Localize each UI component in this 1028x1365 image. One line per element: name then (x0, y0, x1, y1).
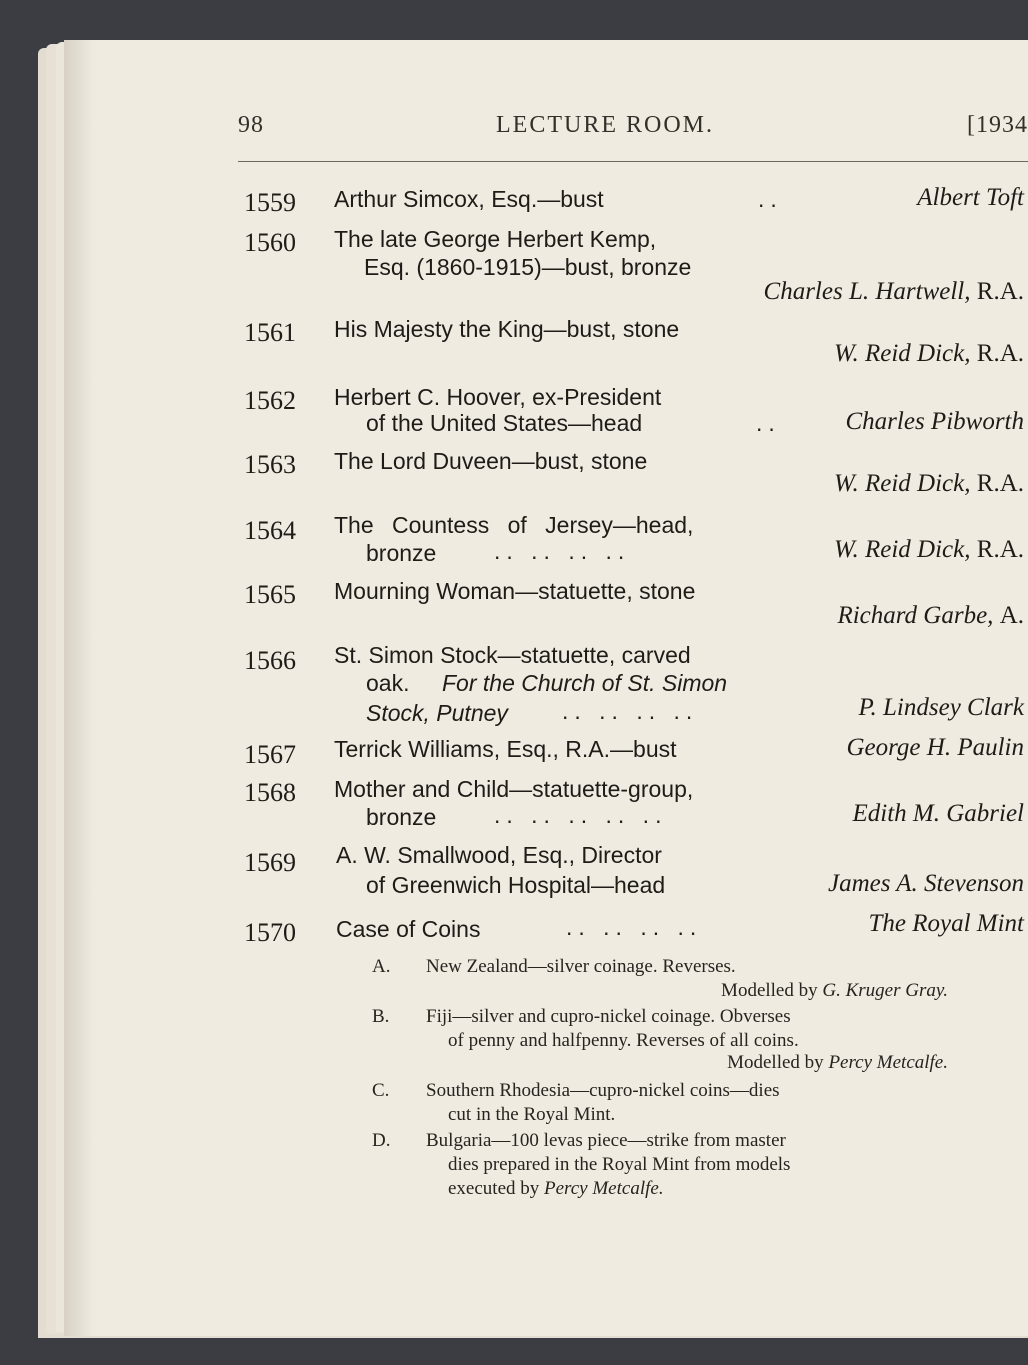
running-header (238, 106, 1028, 146)
entry-description: Case of Coins (336, 916, 481, 942)
entry-description-italic: For the Church of St. Simon (442, 670, 728, 696)
page-title: LECTURE ROOM. (496, 112, 714, 138)
coin-letter: D. (372, 1130, 391, 1151)
artist-suffix: R.A. (976, 536, 1024, 563)
credit-prefix: Modelled by (721, 980, 818, 1001)
credit-name: G. Kruger Gray. (822, 980, 948, 1001)
coin-description-cont: dies prepared in the Royal Mint from models (448, 1154, 791, 1175)
entry-number: 1561 (244, 318, 296, 347)
coin-description: Fiji—silver and cupro-nickel coinage. Obverses (426, 1006, 791, 1027)
credit-name: Percy Metcalfe. (544, 1178, 664, 1199)
entry-artist: The Royal Mint (868, 910, 1024, 937)
entry-artist (764, 278, 1024, 306)
entry-artist: George H. Paulin (846, 734, 1024, 761)
coin-letter: A. (372, 956, 391, 977)
entry-description: The late George Herbert Kemp, (334, 226, 657, 252)
entry-description-cont: bronze (366, 540, 437, 566)
entry-description: Mother and Child—statuette-group, (334, 776, 694, 802)
leader-dots: .. .. .. .. .. (494, 802, 668, 828)
artist-name: W. Reid Dick, (833, 470, 971, 497)
entry-description: The Countess of Jersey—head, (334, 512, 694, 538)
artist-suffix: A. (999, 602, 1024, 629)
entry-description-cont: oak. (366, 670, 410, 696)
entry-description-italic-cont: Stock, Putney (366, 700, 508, 726)
entry-artist: P. Lindsey Clark (858, 694, 1024, 721)
artist-name: W. Reid Dick, (833, 536, 971, 563)
entry-description-cont: of Greenwich Hospital—head (366, 872, 666, 898)
credit-name: Percy Metcalfe. (828, 1052, 948, 1073)
header-rule (238, 161, 1028, 162)
coin-credit (727, 1052, 948, 1074)
entry-artist (837, 602, 1024, 630)
entry-artist (834, 536, 1024, 564)
page-gutter (64, 40, 94, 1336)
coin-description: New Zealand—silver coinage. Reverses. (426, 956, 736, 977)
leader-dots: .. .. .. .. (562, 698, 699, 724)
entry-description: Arthur Simcox, Esq.—bust (334, 186, 604, 212)
artist-suffix: R.A. (976, 340, 1024, 367)
leader-dots: .. .. .. .. (566, 914, 703, 940)
credit-prefix: executed by (448, 1178, 540, 1199)
leader-dots: .. .. .. .. (494, 538, 631, 564)
entry-description: His Majesty the King—bust, stone (334, 316, 680, 342)
coin-description: Bulgaria—100 levas piece—strike from master (426, 1130, 786, 1151)
entry-description: Mourning Woman—statuette, stone (334, 578, 696, 604)
entry-number: 1560 (244, 228, 296, 257)
artist-name: Charles L. Hartwell, (763, 278, 971, 305)
entry-description: Herbert C. Hoover, ex-President (334, 384, 662, 410)
entry-artist: Albert Toft (917, 184, 1024, 211)
entry-number: 1567 (244, 740, 296, 769)
artist-suffix: R.A. (976, 470, 1024, 497)
page-number: 98 (238, 112, 264, 138)
artist-name: W. Reid Dick, (833, 340, 971, 367)
entry-description: St. Simon Stock—statuette, carved (334, 642, 691, 668)
coin-credit (721, 980, 948, 1002)
entry-description: Terrick Williams, Esq., R.A.—bust (334, 736, 677, 762)
entry-description: The Lord Duveen—bust, stone (334, 448, 648, 474)
artist-name: Richard Garbe, (837, 602, 994, 629)
coin-letter: C. (372, 1080, 390, 1101)
credit-prefix: Modelled by (727, 1052, 824, 1073)
coin-description-cont: cut in the Royal Mint. (448, 1104, 616, 1125)
entry-number: 1566 (244, 646, 296, 675)
entry-number: 1570 (244, 918, 296, 947)
coin-credit (448, 1178, 664, 1200)
entry-artist: Charles Pibworth (845, 408, 1024, 435)
header-year: [1934 (967, 112, 1028, 138)
entry-number: 1562 (244, 386, 296, 415)
artist-suffix: R.A. (976, 278, 1024, 305)
entry-number: 1564 (244, 516, 296, 545)
entry-description-cont: bronze (366, 804, 437, 830)
entry-artist (834, 340, 1024, 368)
entry-artist: Edith M. Gabriel (852, 800, 1024, 827)
entry-description-cont: of the United States—head (366, 410, 643, 436)
coin-letter: B. (372, 1006, 390, 1027)
entry-description: A. W. Smallwood, Esq., Director (336, 842, 662, 868)
entry-number: 1569 (244, 848, 296, 877)
entry-number: 1563 (244, 450, 296, 479)
coin-description-cont: of penny and halfpenny. Reverses of all coins. (448, 1030, 799, 1051)
leader-dots: .. (756, 410, 781, 436)
entry-number: 1559 (244, 188, 296, 217)
entry-number: 1568 (244, 778, 296, 807)
entry-artist: James A. Stevenson (827, 870, 1024, 897)
entry-artist (834, 470, 1024, 498)
coin-description: Southern Rhodesia—cupro-nickel coins—dies (426, 1080, 780, 1101)
leader-dots: .. (758, 186, 783, 212)
entry-number: 1565 (244, 580, 296, 609)
entry-description-cont: Esq. (1860-1915)—bust, bronze (364, 254, 692, 280)
